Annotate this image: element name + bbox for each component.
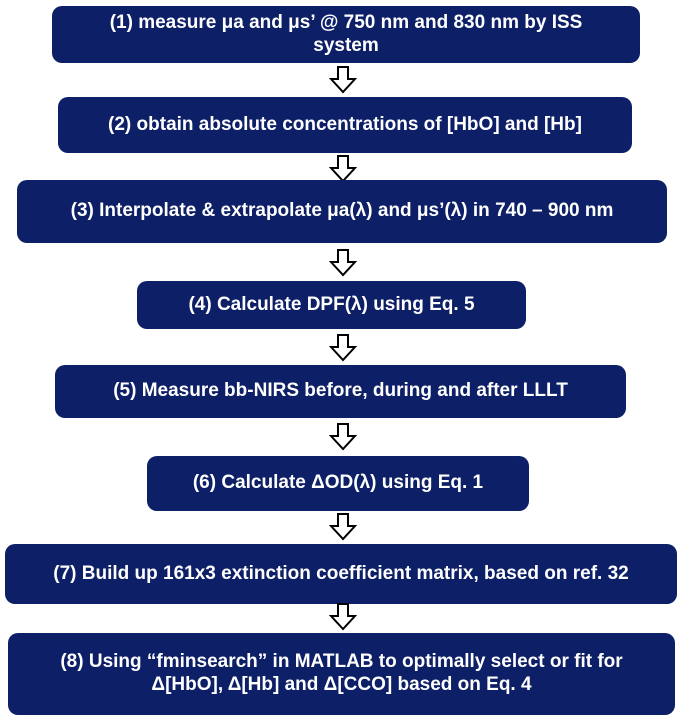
step-3-text: (3) Interpolate & extrapolate μa(λ) and μs’(λ) in 740 – 900 nm (70, 200, 614, 222)
step-4-box (137, 281, 526, 329)
step-2-text: (2) obtain absolute concentrations of [HbO] and [Hb] (108, 113, 582, 135)
step-2-box (58, 97, 632, 153)
step-1-box (52, 6, 640, 63)
arrow-down-icon (329, 603, 357, 631)
step-1-text: (1) measure μa and μs’ @ 750 nm and 830 nm by ISS system (109, 11, 583, 56)
arrow-down-icon (329, 334, 357, 362)
step-5-text: (5) Measure bb-NIRS before, during and after LLLT (113, 380, 568, 402)
step-6-box (147, 456, 529, 511)
step-3-box (17, 180, 667, 243)
step-6-text: (6) Calculate ΔOD(λ) using Eq. 1 (192, 472, 484, 494)
arrow-down-icon (329, 66, 357, 94)
step-4-text: (4) Calculate DPF(λ) using Eq. 5 (188, 293, 475, 315)
arrow-down-icon (329, 249, 357, 277)
step-7-text: (7) Build up 161x3 extinction coefficient matrix, based on ref. 32 (53, 562, 629, 584)
step-8-text: (8) Using “fminsearch” in MATLAB to optimally select or fit for Δ[HbO], Δ[Hb] and Δ[CCO] based on Eq. 4 (60, 651, 623, 695)
arrow-down-icon (329, 423, 357, 451)
step-7-box (5, 544, 677, 604)
step-5-box (55, 365, 626, 418)
step-8-box (8, 633, 675, 715)
arrow-down-icon (329, 155, 357, 183)
arrow-down-icon (329, 513, 357, 541)
